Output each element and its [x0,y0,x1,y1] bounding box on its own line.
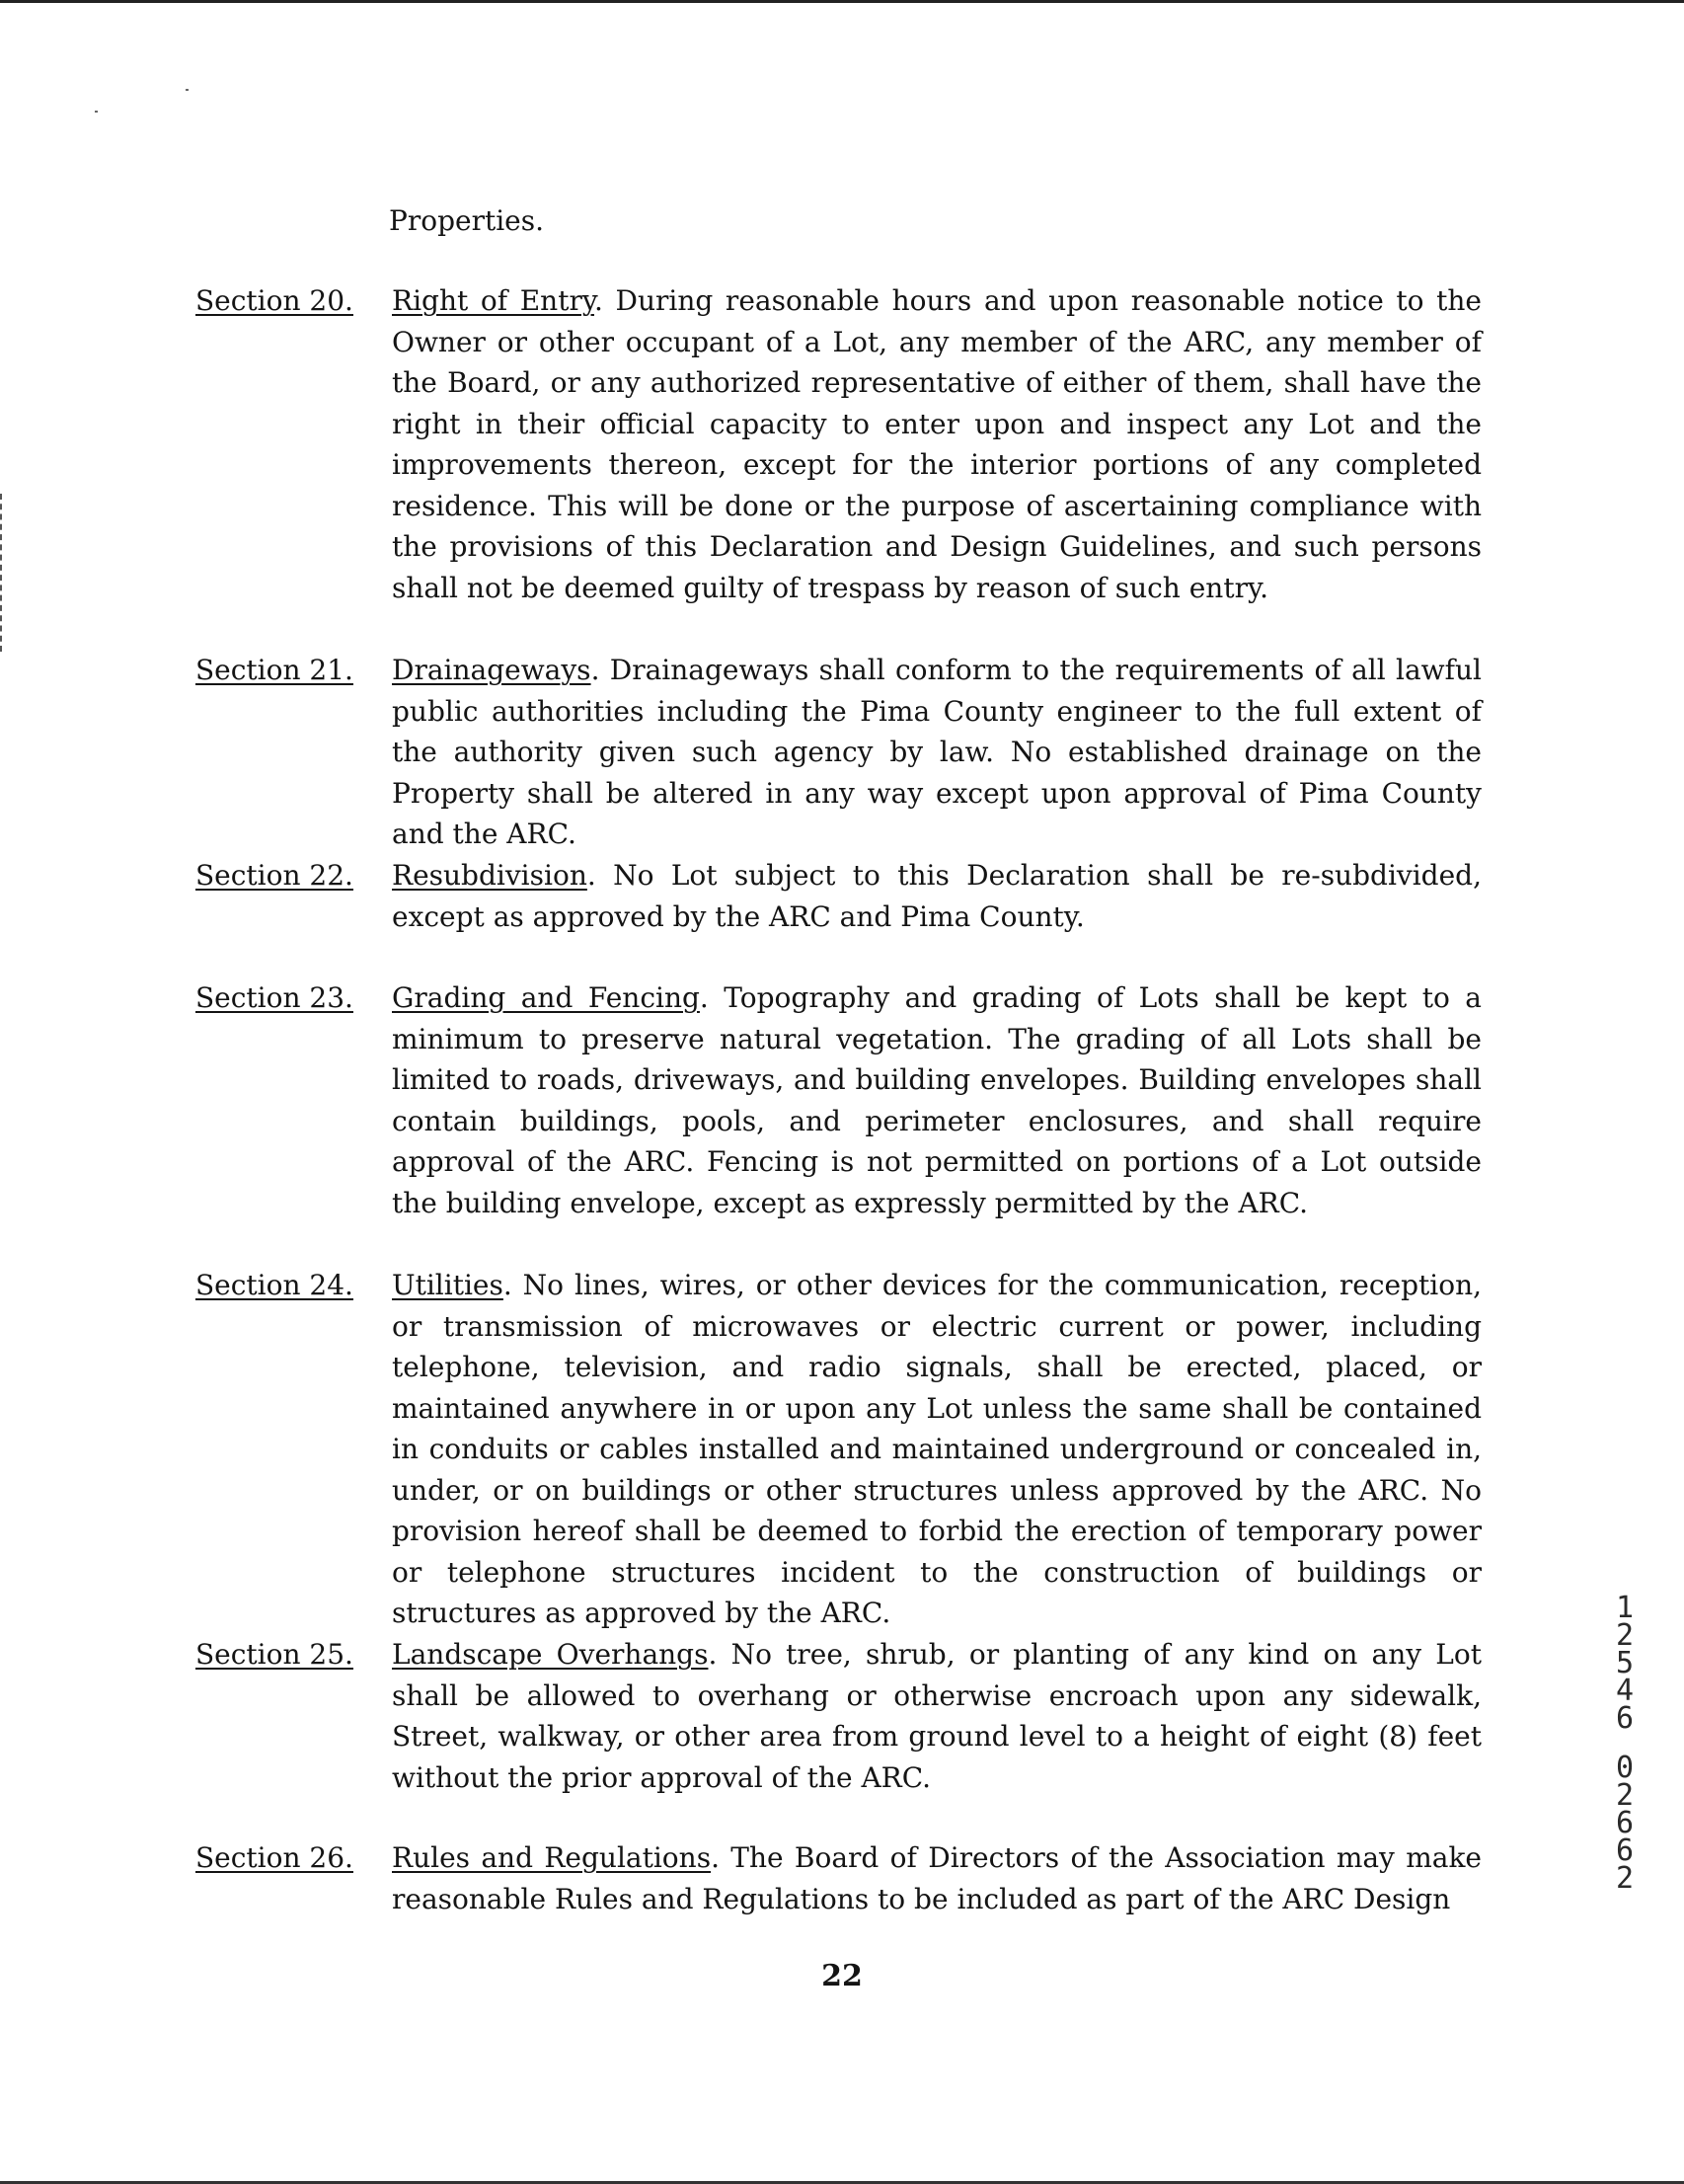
section-text: . No tree, shrub, or planting of any kind on any Lot shall be allowed to overhang or otherwise encroach upon any sidewalk, Street, walkway, or other area from ground level to a height of eight (8) feet without the prior approval of the ARC. [392,1638,1482,1794]
scan-edge-left [0,494,4,652]
stamp-digit: 6 [1615,1806,1635,1840]
stamp-page [1605,1751,1645,1896]
stamp-digit: 0 [1615,1751,1635,1785]
section-label: Section 23. [195,981,353,1014]
section-heading: Resubdivision [392,859,587,892]
stamp-digit: 2 [1615,1778,1635,1813]
section-text: . During reasonable hours and upon reasonable notice to the Owner or other occupant of a Lot, any member of the ARC, any member of the Board, or any authorized representative of either of them, shall have the right in their official capacity to enter upon and inspect any Lot and the improvements thereon, except for the interior portions of any completed residence. This will be done or the purpose of ascertaining compliance with the provisions of this Declaration and Design Guidelines, and such persons shall not be deemed guilty of trespass by reason of such entry. [392,284,1483,604]
section-body [392,1265,1482,1634]
scan-speck [186,89,189,91]
section-label: Section 22. [195,859,353,892]
stamp-digit: 6 [1615,1833,1635,1868]
section-text: . No lines, wires, or other devices for the communication, reception, or transmission of microwaves or electric current or power, including telephone, television, and radio signals, shall be erected, placed, or maintained anywhere in or upon any Lot unless the same shall be contained in conduits or cables installed and maintained underground or concealed in, under, or on buildings or other structures unless approved by the ARC. No provision hereof shall be deemed to forbid the erection of temporary power or telephone structures incident to the construction of buildings or structures as approved by the ARC. [392,1269,1482,1629]
scan-border-top [0,0,1684,3]
stamp-digit: 2 [1615,1618,1635,1653]
section-body [392,280,1482,608]
stamp-digit: 1 [1615,1591,1635,1625]
section-text: . Drainageways shall conform to the requirements of all lawful public authorities including the Pima County engineer to the full extent of the authority given such agency by law. No established drainage on the Property shall be altered in any way except upon approval of Pima County and the ARC. [392,654,1482,850]
section-body [392,650,1482,855]
section-heading: Rules and Regulations [392,1841,712,1874]
recording-stamp [1605,1591,1645,1896]
stamp-digit: 6 [1615,1701,1635,1736]
section-label: Section 25. [195,1638,353,1671]
section-label: Section 20. [195,284,353,317]
section-text: . Topography and grading of Lots shall be kept to a minimum to preserve natural vegetation. The grading of all Lots shall be limited to roads, driveways, and building envelopes. Building envelopes shall contain buildings, pools, and perimeter enclosures, and shall require approval of the ARC. Fencing is not permitted on portions of a Lot outside the building envelope, except as expressly permitted by the ARC. [392,981,1482,1219]
section-body [392,1634,1482,1798]
scan-speck [95,111,98,113]
section-body [392,1837,1482,1919]
section-label: Section 24. [195,1269,353,1301]
stamp-digit: 2 [1615,1861,1635,1896]
section-text: . No Lot subject to this Declaration shall be re-subdivided, except as approved by the ARC and Pima County. [392,859,1482,933]
section-heading: Landscape Overhangs [392,1638,709,1671]
section-body [392,855,1482,937]
stamp-docket [1605,1591,1645,1736]
section-label: Section 21. [195,654,353,686]
section-text: . The Board of Directors of the Association may make reasonable Rules and Regulations to be included as part of the ARC Design [392,1841,1482,1915]
section-heading: Right of Entry [392,284,594,317]
continuation-text: Properties. [389,204,545,237]
stamp-digit: 4 [1615,1674,1635,1708]
stamp-digit: 5 [1615,1646,1635,1680]
section-heading: Utilities [392,1269,503,1301]
section-heading: Grading and Fencing [392,981,700,1014]
section-label: Section 26. [195,1841,353,1874]
page-number: 22 [821,1959,863,1993]
section-heading: Drainageways [392,654,591,686]
section-body [392,977,1482,1223]
